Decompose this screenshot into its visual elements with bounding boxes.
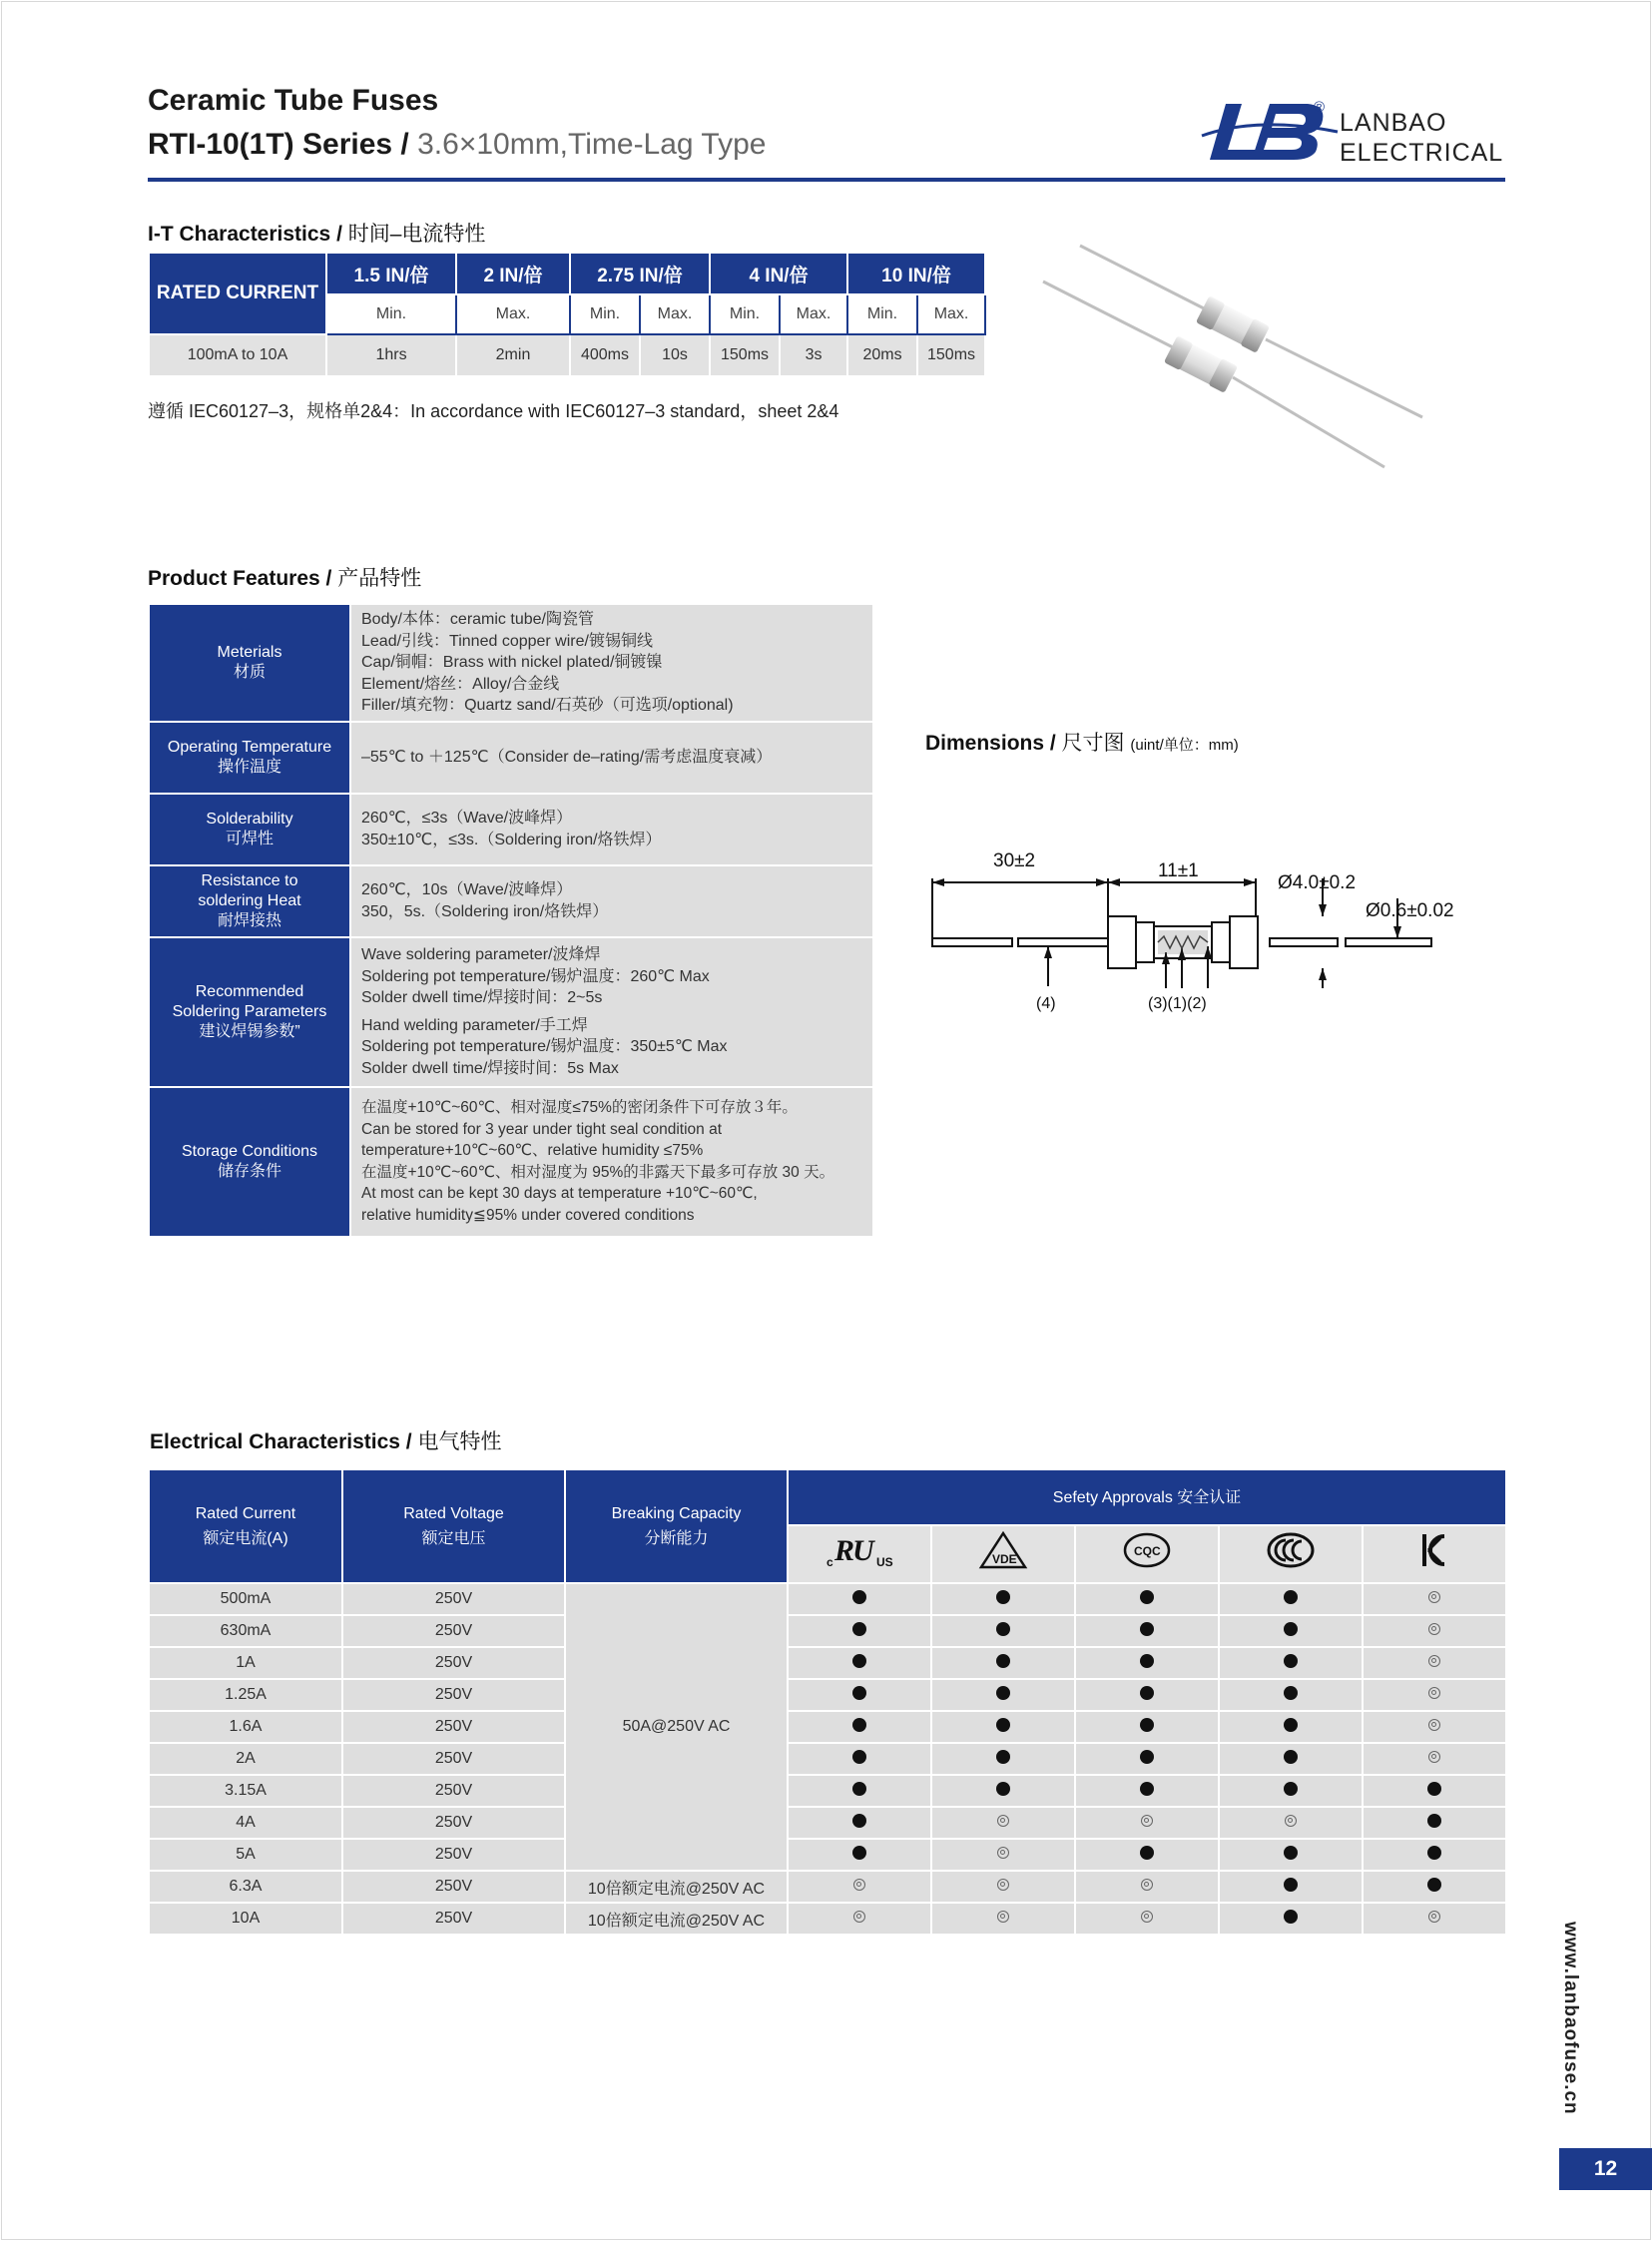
ec-voltage-cell: 250V	[342, 1711, 565, 1743]
ec-approval-cell	[1075, 1615, 1219, 1647]
feature-line: Body/本体：ceramic tube/陶瓷管	[361, 611, 594, 628]
features-section-title	[148, 562, 421, 592]
feature-value-operating-temp	[350, 722, 873, 794]
approved-dot-icon	[852, 1846, 866, 1860]
feature-label-en: Solderability	[206, 810, 293, 828]
table-row	[149, 1743, 1506, 1775]
pending-ring-icon	[1428, 1719, 1440, 1731]
vde-icon	[931, 1525, 1075, 1583]
feature-line: –55℃ to ＋125℃（Consider de–rating/需考虑温度衰减）	[361, 748, 773, 766]
it-cell: 150ms	[710, 334, 780, 376]
feature-label-en: Resistance to soldering Heat	[198, 871, 301, 909]
ec-header-current: Rated Current 额定电流(A)	[149, 1469, 342, 1583]
feature-line: Hand welding parameter/手工焊	[361, 1016, 588, 1034]
series-subtitle: 3.6×10mm,Time-Lag Type	[417, 128, 767, 161]
approved-dot-icon	[852, 1590, 866, 1604]
ec-approval-cell	[1219, 1679, 1363, 1711]
feature-line: Soldering pot temperature/锡炉温度：350±5℃ Max	[361, 1038, 728, 1055]
feature-value-solderability	[350, 794, 873, 865]
dimensions-section-title	[925, 727, 1239, 757]
approved-dot-icon	[1284, 1782, 1298, 1796]
website-vertical	[1557, 1922, 1581, 2115]
kc-icon	[1363, 1525, 1506, 1583]
feature-label-en: Recommended Soldering Parameters	[172, 982, 327, 1020]
ec-approval-cell	[788, 1807, 931, 1839]
it-col-1-5in: 1.5 IN/倍	[326, 253, 456, 294]
ec-approval-cell	[1075, 1647, 1219, 1679]
feature-line: 在温度+10℃~60℃、相对湿度为 95%的非露天下最多可存放 30 天。	[361, 1163, 835, 1181]
ec-approval-cell	[1219, 1743, 1363, 1775]
page-number: 12	[1559, 2148, 1652, 2190]
feature-line: 260℃，≤3s（Wave/波峰焊）	[361, 810, 573, 827]
iec-standard-note: 遵循 IEC60127–3，规格单2&4：In accordance with IEC60127–3 standard，sheet 2&4	[148, 401, 839, 421]
ec-approval-cell	[788, 1679, 931, 1711]
ec-approval-cell	[1075, 1743, 1219, 1775]
feature-value-soldering-heat	[350, 865, 873, 937]
it-cell: 1hrs	[326, 334, 456, 376]
table-row	[149, 1775, 1506, 1807]
pending-ring-icon	[1141, 1911, 1153, 1923]
approved-dot-icon	[852, 1654, 866, 1668]
ec-approval-cell	[788, 1839, 931, 1871]
ec-approval-cell	[788, 1615, 931, 1647]
feature-line: Filler/填充物：Quartz sand/石英砂（可选项/optional)	[361, 697, 734, 714]
approved-dot-icon	[1427, 1814, 1441, 1828]
series-title	[148, 128, 766, 162]
pending-ring-icon	[1428, 1623, 1440, 1635]
pending-ring-icon	[1428, 1591, 1440, 1603]
pending-ring-icon	[1141, 1879, 1153, 1891]
ec-current-cell: 1.25A	[149, 1679, 342, 1711]
feature-label-cn: 储存条件	[217, 1162, 281, 1180]
ec-approval-cell	[1219, 1711, 1363, 1743]
ec-breaking-cell: 10倍额定电流@250V AC	[565, 1903, 788, 1935]
ec-voltage-cell: 250V	[342, 1903, 565, 1935]
electrical-section-title	[150, 1425, 502, 1455]
feature-value-materials	[350, 604, 873, 722]
ec-voltage-cell: 250V	[342, 1839, 565, 1871]
svg-text:CQC: CQC	[1134, 1544, 1161, 1558]
ec-approval-cell	[931, 1807, 1075, 1839]
it-sub-max: Max.	[640, 294, 710, 334]
feature-line: Cap/铜帽：Brass with nickel plated/铜镀镍	[361, 654, 663, 671]
ec-approval-cell	[931, 1615, 1075, 1647]
approved-dot-icon	[1284, 1718, 1298, 1732]
feature-label-soldering-heat	[149, 865, 350, 937]
dimensions-title-en: Dimensions /	[925, 732, 1056, 755]
ul-icon	[788, 1525, 931, 1583]
approved-dot-icon	[1284, 1654, 1298, 1668]
table-row	[149, 1807, 1506, 1839]
logo-registered: ®	[1314, 99, 1326, 116]
ec-breaking-cell: 50A@250V AC	[565, 1583, 788, 1871]
feature-line: Solder dwell time/焊接时间：2~5s	[361, 989, 603, 1006]
feature-label-en: Storage Conditions	[181, 1142, 318, 1160]
page-title: Ceramic Tube Fuses	[148, 84, 439, 117]
it-table	[148, 252, 986, 377]
approved-dot-icon	[996, 1686, 1010, 1700]
approved-dot-icon	[1427, 1782, 1441, 1796]
ec-approval-cell	[788, 1743, 931, 1775]
ec-approval-cell	[1363, 1871, 1506, 1903]
ec-approval-cell	[931, 1647, 1075, 1679]
feature-label-operating-temp	[149, 722, 350, 794]
feature-value-soldering-params	[350, 937, 873, 1087]
feature-line: 350，5s.（Soldering iron/烙铁焊）	[361, 902, 609, 920]
approved-dot-icon	[1140, 1782, 1154, 1796]
ec-approval-cell	[788, 1903, 931, 1935]
pending-ring-icon	[997, 1815, 1009, 1827]
approved-dot-icon	[1284, 1686, 1298, 1700]
approved-dot-icon	[996, 1750, 1010, 1764]
ec-approval-cell	[1363, 1647, 1506, 1679]
table-row	[149, 1583, 1506, 1615]
feature-line: Lead/引线：Tinned copper wire/镀锡铜线	[361, 632, 653, 650]
feature-label-cn: 可焊性	[225, 830, 274, 847]
ec-approval-cell	[788, 1583, 931, 1615]
ec-header-approvals: Sefety Approvals 安全认证	[788, 1469, 1506, 1525]
it-sub-min: Min.	[710, 294, 780, 334]
feature-line: Element/熔丝：Alloy/合金线	[361, 675, 560, 693]
table-row	[149, 1615, 1506, 1647]
dim-body-diameter: Ø4.0±0.2	[1278, 872, 1357, 893]
dim-callout-312: (3)(1)(2)	[1148, 995, 1207, 1012]
ec-approval-cell	[1219, 1647, 1363, 1679]
ec-approval-cell	[931, 1775, 1075, 1807]
it-cell: 20ms	[847, 334, 917, 376]
ec-current-cell: 630mA	[149, 1615, 342, 1647]
feature-line: At most can be kept 30 days at temperature +10℃~60℃,	[361, 1185, 758, 1202]
approved-dot-icon	[1427, 1878, 1441, 1892]
it-title-cn: 时间–电流特性	[347, 223, 486, 246]
feature-label-cn: 建议焊锡参数”	[199, 1022, 300, 1040]
it-title-en: I-T Characteristics /	[148, 223, 342, 246]
feature-line: 260℃，10s（Wave/波峰焊）	[361, 881, 573, 898]
feature-label-materials	[149, 604, 350, 722]
ec-current-cell: 1A	[149, 1647, 342, 1679]
ec-approval-cell	[931, 1583, 1075, 1615]
pending-ring-icon	[1428, 1655, 1440, 1667]
ec-header-breaking: Breaking Capacity 分断能力	[565, 1469, 788, 1583]
it-col-4in: 4 IN/倍	[710, 253, 847, 294]
feature-value-storage	[350, 1087, 873, 1237]
ec-current-cell: 500mA	[149, 1583, 342, 1615]
approved-dot-icon	[1284, 1622, 1298, 1636]
dimensions-unit-note: (uint/单位：mm)	[1130, 737, 1239, 754]
feature-label-storage	[149, 1087, 350, 1237]
dim-body-length: 11±1	[1158, 860, 1199, 881]
feature-label-solderability	[149, 794, 350, 865]
pending-ring-icon	[1285, 1815, 1297, 1827]
pending-ring-icon	[853, 1879, 865, 1891]
ccc-icon	[1219, 1525, 1363, 1583]
ec-approval-cell	[1219, 1903, 1363, 1935]
it-cell: 2min	[456, 334, 570, 376]
feature-line: Solder dwell time/焊接时间：5s Max	[361, 1059, 619, 1077]
ec-current-cell: 1.6A	[149, 1711, 342, 1743]
approved-dot-icon	[996, 1718, 1010, 1732]
feature-label-cn: 操作温度	[217, 758, 281, 776]
approved-dot-icon	[996, 1654, 1010, 1668]
website-url: www.lanbaofuse.cn	[1560, 1922, 1581, 2115]
ec-approval-cell	[1219, 1839, 1363, 1871]
it-sub-min: Min.	[847, 294, 917, 334]
ec-approval-cell	[931, 1839, 1075, 1871]
brand-line-2: ELECTRICAL	[1340, 139, 1504, 167]
approved-dot-icon	[996, 1590, 1010, 1604]
pending-ring-icon	[1428, 1751, 1440, 1763]
table-row	[149, 1871, 1506, 1903]
electrical-title-en: Electrical Characteristics /	[150, 1430, 412, 1453]
it-sub-max: Max.	[780, 294, 847, 334]
ec-approval-cell	[1219, 1775, 1363, 1807]
ec-voltage-cell: 250V	[342, 1775, 565, 1807]
ec-voltage-cell: 250V	[342, 1743, 565, 1775]
brand-line-1: LANBAO	[1340, 109, 1447, 137]
features-title-cn: 产品特性	[337, 567, 422, 590]
it-cell: 150ms	[917, 334, 985, 376]
electrical-table	[148, 1468, 1507, 1584]
ec-approval-cell	[788, 1647, 931, 1679]
approved-dot-icon	[852, 1782, 866, 1796]
svg-text:US: US	[876, 1555, 893, 1569]
it-rated-current-header: RATED CURRENT	[149, 253, 326, 334]
svg-text:c: c	[826, 1555, 833, 1569]
approved-dot-icon	[1140, 1686, 1154, 1700]
approved-dot-icon	[996, 1622, 1010, 1636]
ec-approval-cell	[1219, 1807, 1363, 1839]
feature-label-cn: 材质	[233, 663, 266, 681]
approved-dot-icon	[1140, 1590, 1154, 1604]
feature-line: Wave soldering parameter/波烽焊	[361, 946, 601, 963]
dim-callout-4: (4)	[1036, 995, 1056, 1012]
pending-ring-icon	[997, 1911, 1009, 1923]
table-row	[149, 1647, 1506, 1679]
electrical-table-body	[148, 1582, 1507, 1936]
ec-approval-cell	[931, 1679, 1075, 1711]
features-title-en: Product Features /	[148, 567, 332, 590]
approved-dot-icon	[1140, 1622, 1154, 1636]
ec-approval-cell	[1219, 1615, 1363, 1647]
feature-label-en: Operating Temperature	[167, 738, 332, 756]
pending-ring-icon	[1428, 1687, 1440, 1699]
ec-current-cell: 5A	[149, 1839, 342, 1871]
pending-ring-icon	[853, 1911, 865, 1923]
electrical-title-cn: 电气特性	[417, 1430, 502, 1453]
ec-approval-cell	[1075, 1583, 1219, 1615]
cqc-icon	[1075, 1525, 1219, 1583]
feature-label-en: Meterials	[217, 643, 282, 661]
table-row	[149, 1711, 1506, 1743]
ec-approval-cell	[1363, 1615, 1506, 1647]
table-row	[149, 1903, 1506, 1935]
ec-approval-cell	[1219, 1871, 1363, 1903]
approved-dot-icon	[852, 1686, 866, 1700]
ec-approval-cell	[788, 1711, 931, 1743]
ec-approval-cell	[931, 1711, 1075, 1743]
approved-dot-icon	[1140, 1846, 1154, 1860]
approved-dot-icon	[1140, 1750, 1154, 1764]
approved-dot-icon	[1284, 1878, 1298, 1892]
approved-dot-icon	[852, 1750, 866, 1764]
ec-current-cell: 6.3A	[149, 1871, 342, 1903]
ec-approval-cell	[931, 1871, 1075, 1903]
approved-dot-icon	[852, 1718, 866, 1732]
ec-current-cell: 3.15A	[149, 1775, 342, 1807]
ec-approval-cell	[1075, 1775, 1219, 1807]
ec-breaking-cell: 10倍额定电流@250V AC	[565, 1871, 788, 1903]
pending-ring-icon	[1141, 1815, 1153, 1827]
it-col-10in: 10 IN/倍	[847, 253, 985, 294]
dim-lead-length: 30±2	[993, 850, 1036, 871]
ec-approval-cell	[1075, 1807, 1219, 1839]
ec-voltage-cell: 250V	[342, 1647, 565, 1679]
approved-dot-icon	[996, 1782, 1010, 1796]
dim-lead-diameter: Ø0.6±0.02	[1366, 900, 1454, 921]
approved-dot-icon	[852, 1814, 866, 1828]
ec-voltage-cell: 250V	[342, 1807, 565, 1839]
brand-name	[1340, 108, 1503, 168]
pending-ring-icon	[997, 1879, 1009, 1891]
approved-dot-icon	[852, 1622, 866, 1636]
approved-dot-icon	[1140, 1718, 1154, 1732]
feature-line: relative humidity≦95% under covered conditions	[361, 1206, 695, 1224]
ec-approval-cell	[1363, 1807, 1506, 1839]
features-table	[148, 603, 874, 1238]
approved-dot-icon	[1284, 1846, 1298, 1860]
series-name: RTI-10(1T) Series /	[148, 128, 409, 161]
ec-current-cell: 2A	[149, 1743, 342, 1775]
svg-text:U: U	[852, 1534, 874, 1567]
feature-line: 350±10℃，≤3s.（Soldering iron/烙铁焊）	[361, 831, 662, 848]
pending-ring-icon	[997, 1847, 1009, 1859]
it-col-2in: 2 IN/倍	[456, 253, 570, 294]
ec-approval-cell	[1075, 1711, 1219, 1743]
dimensions-title-cn: 尺寸图	[1061, 732, 1125, 755]
ec-current-cell: 4A	[149, 1807, 342, 1839]
it-sub-min: Min.	[326, 294, 456, 334]
svg-text:VDE: VDE	[992, 1552, 1017, 1566]
ec-approval-cell	[1363, 1839, 1506, 1871]
ec-approval-cell	[1075, 1903, 1219, 1935]
ec-approval-cell	[788, 1871, 931, 1903]
ec-voltage-cell: 250V	[342, 1615, 565, 1647]
header-rule	[148, 178, 1505, 182]
ec-approval-cell	[1363, 1775, 1506, 1807]
fuse-product-image	[1033, 240, 1432, 479]
it-cell: 10s	[640, 334, 710, 376]
ec-approval-cell	[931, 1903, 1075, 1935]
ec-approval-cell	[1075, 1679, 1219, 1711]
ec-approval-cell	[1363, 1679, 1506, 1711]
ec-approval-cell	[1363, 1903, 1506, 1935]
it-cell: 400ms	[570, 334, 640, 376]
approved-dot-icon	[1140, 1654, 1154, 1668]
it-col-2-75in: 2.75 IN/倍	[570, 253, 710, 294]
ec-voltage-cell: 250V	[342, 1583, 565, 1615]
svg-text:R: R	[834, 1534, 855, 1567]
ec-approval-cell	[1363, 1711, 1506, 1743]
ec-approval-cell	[1075, 1871, 1219, 1903]
feature-line: Can be stored for 3 year under tight seal condition at	[361, 1120, 723, 1138]
ec-approval-cell	[1363, 1583, 1506, 1615]
feature-label-soldering-params	[149, 937, 350, 1087]
it-cell: 100mA to 10A	[149, 334, 326, 376]
ec-approval-cell	[1219, 1583, 1363, 1615]
ec-approval-cell	[1363, 1743, 1506, 1775]
approved-dot-icon	[1427, 1846, 1441, 1860]
approved-dot-icon	[1284, 1910, 1298, 1924]
pending-ring-icon	[1428, 1911, 1440, 1923]
table-row	[149, 1839, 1506, 1871]
approved-dot-icon	[1284, 1750, 1298, 1764]
ec-current-cell: 10A	[149, 1903, 342, 1935]
ec-voltage-cell: 250V	[342, 1871, 565, 1903]
table-row	[149, 1679, 1506, 1711]
it-cell: 3s	[780, 334, 847, 376]
approved-dot-icon	[1284, 1590, 1298, 1604]
ec-approval-cell	[788, 1775, 931, 1807]
it-sub-max: Max.	[456, 294, 570, 334]
feature-line: Soldering pot temperature/锡炉温度：260℃ Max	[361, 967, 710, 985]
it-section-title	[148, 218, 485, 248]
ec-approval-cell	[931, 1743, 1075, 1775]
feature-line: 在温度+10℃~60℃、相对湿度≤75%的密闭条件下可存放３年。	[361, 1099, 798, 1116]
ec-header-voltage: Rated Voltage 额定电压	[342, 1469, 565, 1583]
feature-line: temperature+10℃~60℃、relative humidity ≤75%	[361, 1142, 704, 1159]
feature-label-cn: 耐焊接热	[217, 911, 281, 929]
it-sub-max: Max.	[917, 294, 985, 334]
it-sub-min: Min.	[570, 294, 640, 334]
ec-voltage-cell: 250V	[342, 1679, 565, 1711]
ec-approval-cell	[1075, 1839, 1219, 1871]
dimensions-drawing	[918, 839, 1477, 1018]
